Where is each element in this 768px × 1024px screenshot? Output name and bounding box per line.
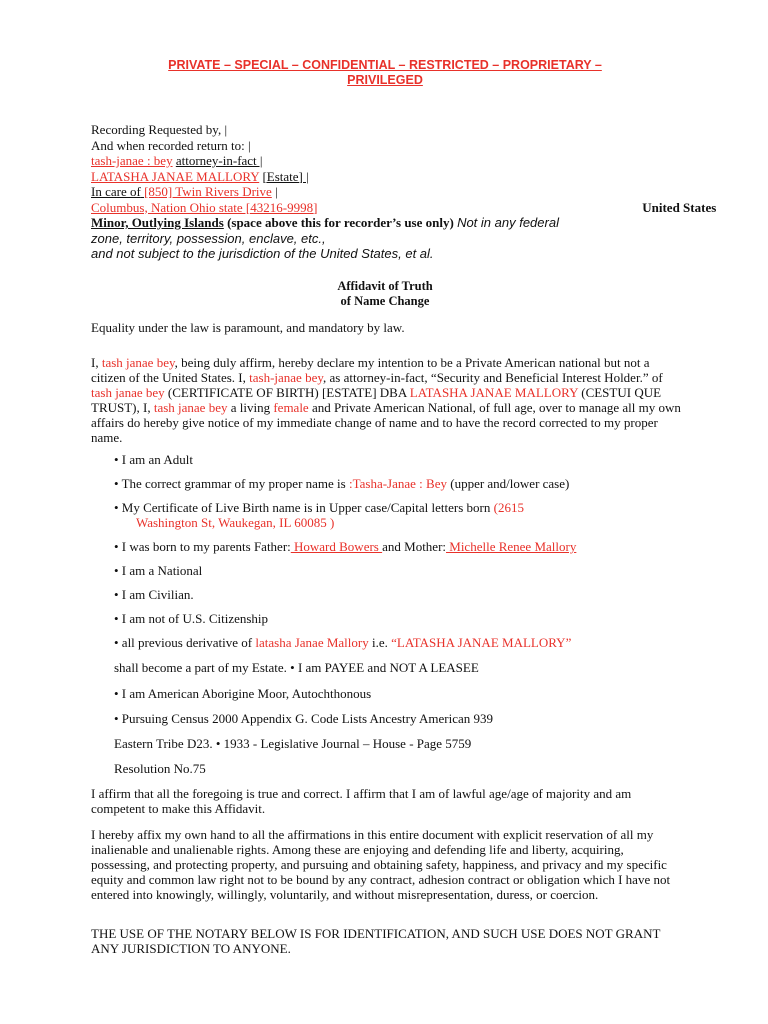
confidentiality-header	[90, 58, 680, 88]
bullet-civilian: • I am Civilian.	[114, 587, 194, 602]
derivative-caps-name: “LATASHA JANAE MALLORY”	[387, 635, 572, 650]
header-line-1: PRIVATE – SPECIAL – CONFIDENTIAL – RESTRICTED – PROPRIETARY –	[168, 58, 602, 72]
intro-text-3: , as attorney-in-fact, “Security and Beneficial Interest Holder.” of	[323, 370, 663, 385]
document-title	[100, 279, 670, 309]
not-federal: Not in any federal	[457, 215, 559, 230]
intro-gender: female	[270, 400, 309, 415]
agent-name: tash-janae : bey	[91, 153, 173, 168]
intro-text-7: and Private American National, of full age, over to manage all my own affairs do hereby give notice of my immediate change of name and to have the record corrected to my proper name.	[91, 400, 681, 445]
bullet-adult: • I am an Adult	[114, 452, 193, 467]
bullet-national: • I am a National	[114, 563, 203, 578]
resolution-number: Resolution No.75	[114, 761, 206, 776]
care-of-line	[91, 184, 651, 200]
intro-text-6: a living	[227, 400, 271, 415]
grammar-case-note: (upper and/lower case)	[446, 476, 570, 491]
bullet-parents	[114, 539, 674, 554]
recording-requested-by: Recording Requested by, |	[91, 122, 228, 137]
derivative-ie: i.e.	[368, 635, 388, 650]
father-name: Howard Bowers	[290, 539, 383, 554]
title-line-1: Affidavit of Truth	[337, 279, 433, 293]
us-minor: United States	[642, 199, 717, 215]
bullet-census: • Pursuing Census 2000 Appendix G. Code Lists Ancestry American 939	[114, 711, 493, 726]
recorder-space-note: (space above this for recorder’s use only)	[227, 215, 454, 230]
notary-notice: THE USE OF THE NOTARY BELOW IS FOR IDENTIFICATION, AND SUCH USE DOES NOT GRANT ANY JURISDICTION TO ANYONE.	[91, 926, 661, 956]
intro-paragraph	[91, 355, 681, 445]
estate-name: LATASHA JANAE MALLORY	[91, 168, 260, 184]
intro-name-5: tash janae bey	[150, 400, 228, 415]
recording-block	[91, 122, 717, 262]
estate-line	[91, 169, 651, 185]
city-line	[91, 199, 717, 216]
return-to: And when recorded return to: |	[91, 137, 251, 153]
title-line-2: of Name Change	[340, 294, 430, 308]
birth-address-2: Washington St, Waukegan, IL 60085 )	[136, 515, 335, 530]
outlying-islands: Minor, Outlying Islands	[91, 215, 224, 230]
agent-role: attorney-in-fact |	[175, 153, 263, 168]
estate-tag: [Estate] |	[262, 168, 309, 184]
agent-line	[91, 153, 651, 169]
estate-statement: shall become a part of my Estate. • I am PAYEE and NOT A LEASEE	[114, 660, 479, 675]
mother-name: Michelle Renee Mallory	[446, 539, 577, 554]
intro-name-3: tash janae bey	[91, 385, 165, 400]
grammar-text: • The correct grammar of my proper name is	[114, 476, 346, 491]
affirmation-paragraph: I affirm that all the foregoing is true and correct. I affirm that I am of lawful age/age of majority and am competent to make this Affidavit.	[91, 786, 632, 816]
islands-line	[91, 215, 651, 231]
derivative-text: • all previous derivative of	[114, 635, 253, 650]
intro-name-2: tash-janae bey	[245, 370, 323, 385]
bullet-certificate	[114, 500, 674, 530]
certificate-text: • My Certificate of Live Birth name is in Upper case/Capital letters born	[114, 500, 491, 515]
zone-line: zone, territory, possession, enclave, etc.,	[91, 230, 326, 246]
care-of-label: In care of	[91, 184, 141, 199]
care-of-end: |	[275, 184, 278, 199]
bullet-grammar	[114, 476, 674, 491]
bullet-derivative	[114, 635, 674, 650]
intro-text-5: (CESTUI QUE TRUST), I,	[91, 385, 662, 415]
city-state-zip: Columbus, Nation Ohio state [43216-9998]	[91, 199, 318, 215]
mother-label: and Mother:	[382, 539, 447, 554]
proper-name: :Tasha-Janae : Bey	[345, 476, 447, 491]
intro-text-1: I,	[91, 355, 99, 370]
jurisdiction-line: and not subject to the jurisdiction of the United States, et al.	[91, 246, 434, 261]
care-of-address: [850] Twin Rivers Drive	[144, 184, 272, 199]
intro-text-2: , being duly affirm, hereby declare my intention to be a Private American national but not a citizen of the United States. I,	[91, 355, 650, 385]
bullet-not-citizen: • I am not of U.S. Citizenship	[114, 611, 269, 626]
equality-statement: Equality under the law is paramount, and mandatory by law.	[91, 320, 405, 335]
derivative-name: latasha Janae Mallory	[252, 635, 369, 650]
bullet-aborigine: • I am American Aborigine Moor, Autochthonous	[114, 686, 372, 701]
birth-address-1: (2615	[490, 500, 524, 515]
header-line-2: PRIVILEGED	[347, 73, 423, 87]
intro-name-1: tash janae bey	[98, 355, 175, 370]
tribe-statement: Eastern Tribe D23. • 1933 - Legislative Journal – House - Page 5759	[114, 736, 472, 751]
parents-text: • I was born to my parents Father:	[114, 539, 291, 554]
intro-text-4: (CERTIFICATE OF BIRTH) [ESTATE] DBA	[164, 385, 407, 400]
intro-name-4: LATASHA JANAE MALLORY	[409, 385, 578, 400]
affix-paragraph: I hereby affix my own hand to all the affirmations in this entire document with explicit reservation of all my inalienable and unalienable rights. Among these are enjoying and defending life and liberty, acquiring, possessing, and protecting property, and pursuing and obtaining safety, happiness, and privacy and my specific equity and common law right not to be bound by any contract, adhesion contract or obligation which I have not entered into knowingly, willingly, voluntarily, and without misrepresentation, duress, or coercion.	[91, 827, 671, 902]
